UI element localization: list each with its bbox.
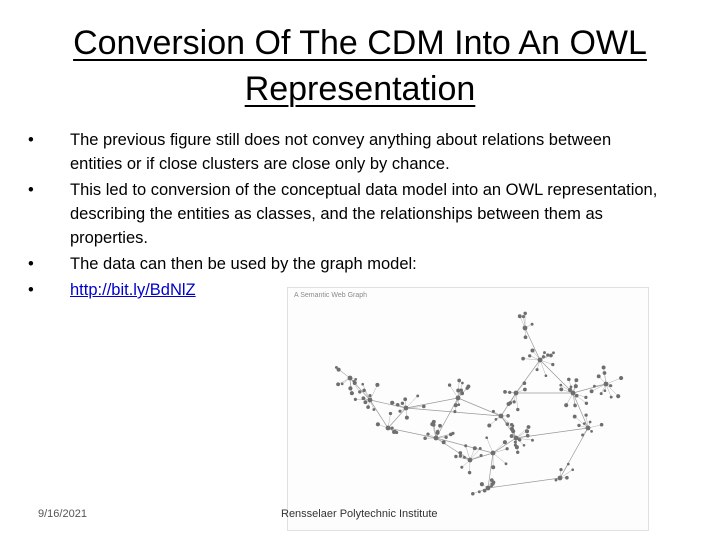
graph-node — [485, 436, 488, 439]
graph-node — [491, 465, 495, 469]
graph-node — [551, 363, 554, 366]
graph-node — [509, 401, 513, 405]
graph-node — [451, 432, 454, 435]
graph-node — [564, 403, 568, 407]
graph-node — [390, 426, 393, 429]
graph-node — [604, 389, 607, 392]
graph-node — [510, 423, 513, 426]
graph-node — [503, 440, 507, 444]
graph-node — [514, 436, 519, 441]
graph-node — [479, 447, 482, 450]
graph-node — [510, 434, 514, 438]
graph-node — [436, 431, 440, 435]
graph-node — [483, 489, 487, 493]
graph-node — [593, 385, 596, 388]
graph-edge — [493, 453, 506, 464]
graph-node — [521, 357, 525, 361]
graph-node — [386, 426, 391, 431]
footer-date: 9/16/2021 — [38, 508, 87, 520]
graph-node — [468, 471, 471, 474]
graph-node — [610, 396, 613, 399]
graph-node — [430, 422, 434, 426]
graph-node — [460, 466, 463, 469]
graph-node — [568, 388, 572, 392]
graph-node — [603, 371, 607, 375]
graph-node — [366, 405, 370, 409]
bullet-text: The previous figure still does not convey anything about relations between entities or if close clusters are close only by chance. — [70, 131, 612, 173]
graph-node — [354, 398, 357, 401]
graph-node — [505, 462, 508, 465]
graph-node — [567, 378, 571, 382]
graph-node — [546, 353, 549, 356]
graph-node — [567, 463, 570, 466]
bullet-item — [26, 128, 666, 176]
graph-node — [574, 384, 578, 388]
graph-edge — [488, 478, 560, 488]
footer-institute: Rensselaer Polytechnic Institute — [281, 508, 438, 520]
graph-node — [362, 389, 365, 392]
graph-node — [619, 376, 623, 380]
graph-node — [405, 416, 409, 420]
graph-node — [559, 384, 562, 387]
graph-node — [353, 381, 357, 385]
bullet-icon: • — [28, 131, 34, 149]
graph-node — [511, 429, 515, 433]
graph-node — [516, 408, 519, 411]
graph-node — [442, 440, 446, 444]
graph-node — [616, 394, 620, 398]
graph-node — [458, 451, 462, 455]
graph-node — [464, 444, 467, 447]
graph-node — [423, 436, 427, 440]
graph-edge — [388, 408, 406, 428]
graph-node — [480, 454, 483, 457]
graph-node — [522, 315, 525, 318]
graph-node — [389, 412, 392, 415]
graph-node — [531, 323, 534, 326]
graph-node — [602, 366, 606, 370]
graph-node — [398, 410, 401, 413]
graph-node — [486, 486, 491, 491]
graph-node — [600, 392, 603, 395]
graph-edge — [606, 378, 621, 384]
graph-node — [396, 403, 400, 407]
graph-node — [571, 468, 574, 471]
graph-node — [573, 404, 577, 408]
graph-nodes — [335, 312, 623, 496]
graph-node — [348, 376, 353, 381]
graph-node — [491, 451, 496, 456]
graph-node — [528, 354, 531, 357]
graph-node — [492, 410, 495, 413]
graph-node — [466, 385, 470, 389]
graph-node — [559, 468, 562, 471]
graph-node — [392, 430, 396, 434]
graph-node — [506, 414, 510, 418]
graph-node — [336, 382, 340, 386]
bullet-icon: • — [28, 181, 34, 199]
graph-edge — [501, 416, 512, 429]
graph-edge — [516, 360, 540, 393]
graph-node — [495, 418, 498, 421]
graph-node — [523, 388, 527, 392]
graph-node — [461, 382, 464, 385]
graph-node — [456, 389, 460, 393]
graph-node — [368, 394, 371, 397]
graph-node — [375, 383, 379, 387]
graph-node — [457, 403, 460, 406]
graph-node — [526, 434, 530, 438]
graph-node — [453, 410, 456, 413]
graph-node — [363, 400, 367, 404]
graph-node — [468, 458, 473, 463]
graph-node — [506, 422, 510, 426]
graph-node — [527, 425, 531, 429]
graph-node — [581, 434, 584, 437]
graph-node — [523, 381, 527, 385]
graph-node — [426, 432, 429, 435]
graph-node — [473, 446, 477, 450]
graph-node — [505, 447, 508, 450]
graph-node — [604, 382, 609, 387]
graph-node — [590, 430, 593, 433]
graph-node — [585, 402, 588, 405]
graph-node — [471, 492, 475, 496]
graph-node — [584, 413, 587, 416]
graph-node — [597, 374, 601, 378]
graph-node — [524, 335, 528, 339]
graph-node — [514, 441, 517, 444]
graph-edge — [406, 398, 458, 408]
bullet-icon: • — [28, 281, 34, 299]
graph-node — [586, 426, 591, 431]
graph-edge — [370, 400, 406, 408]
graph-node — [487, 423, 491, 427]
graph-svg — [288, 288, 648, 530]
graph-edge — [525, 328, 540, 360]
graph-node — [583, 422, 586, 425]
graph-node — [335, 366, 338, 369]
graph-node — [514, 391, 519, 396]
graph-node — [549, 354, 553, 358]
graph-node — [401, 402, 404, 405]
graph-node — [358, 390, 361, 393]
graph-link[interactable]: http://bit.ly/BdNlZ — [70, 281, 196, 299]
graph-node — [558, 476, 563, 481]
graph-node — [555, 479, 558, 482]
graph-node — [454, 403, 458, 407]
graph-node — [376, 422, 380, 426]
graph-node — [350, 391, 354, 395]
graph-node — [565, 476, 569, 480]
bullet-text: This led to conversion of the conceptual data model into an OWL representation, describing the entities as classes, and the relationships between them as properties. — [70, 181, 658, 247]
graph-node — [518, 438, 522, 442]
graph-node — [434, 436, 439, 441]
graph-node — [444, 436, 447, 439]
graph-node — [552, 351, 555, 354]
graph-node — [574, 378, 578, 382]
graph-node — [575, 394, 579, 398]
graph-caption: A Semantic Web Graph — [294, 292, 368, 299]
graph-node — [525, 429, 529, 433]
graph-node — [518, 314, 522, 318]
graph-node — [542, 355, 545, 358]
graph-node — [348, 386, 352, 390]
graph-node — [545, 374, 548, 377]
graph-node — [480, 482, 484, 486]
graph-node — [538, 358, 543, 363]
bullet-icon: • — [28, 255, 34, 273]
graph-node — [403, 397, 407, 401]
graph-node — [508, 391, 511, 394]
graph-node — [536, 368, 539, 371]
graph-node — [523, 326, 528, 331]
graph-node — [372, 408, 375, 411]
graph-node — [390, 401, 394, 405]
graph-edge — [487, 438, 493, 453]
slide-title: Conversion Of The CDM Into An OWL Representation — [73, 24, 647, 108]
graph-node — [584, 396, 587, 399]
bullet-list — [26, 128, 666, 304]
graph-node — [341, 383, 344, 386]
graph-node — [499, 414, 504, 419]
graph-node — [492, 483, 495, 486]
graph-node — [590, 389, 594, 393]
graph-node — [577, 424, 580, 427]
graph-node — [573, 415, 577, 419]
graph-node — [448, 383, 451, 386]
bullet-item — [26, 178, 666, 250]
graph-node — [361, 383, 364, 386]
graph-edge — [573, 384, 606, 393]
graph-node — [559, 387, 563, 391]
graph-edge — [540, 360, 546, 376]
graph-node — [459, 454, 462, 457]
graph-node — [589, 421, 592, 424]
graph-node — [530, 348, 534, 352]
graph-node — [523, 312, 526, 315]
graph-node — [478, 490, 481, 493]
graph-node — [570, 386, 573, 389]
graph-edge — [516, 393, 518, 410]
graph-node — [416, 394, 419, 397]
graph-edges — [336, 313, 621, 493]
graph-node — [463, 456, 466, 459]
graph-node — [490, 478, 494, 482]
semantic-web-graph-image — [287, 287, 649, 531]
graph-edge — [458, 398, 501, 416]
graph-edge — [370, 385, 377, 400]
graph-node — [438, 424, 442, 428]
graph-node — [454, 455, 457, 458]
graph-node — [362, 396, 366, 400]
graph-node — [457, 379, 461, 383]
bullet-item — [26, 252, 666, 276]
graph-node — [368, 398, 373, 403]
graph-node — [543, 351, 546, 354]
graph-node — [404, 406, 409, 411]
graph-node — [512, 400, 515, 403]
graph-node — [456, 396, 461, 401]
graph-node — [516, 451, 519, 454]
graph-node — [600, 423, 604, 427]
graph-node — [460, 391, 464, 395]
graph-node — [503, 390, 507, 394]
graph-node — [523, 444, 526, 447]
bullet-text: The data can then be used by the graph model: — [70, 255, 417, 273]
graph-edge — [501, 416, 516, 438]
graph-node — [609, 384, 612, 387]
graph-node — [531, 439, 534, 442]
graph-node — [514, 444, 517, 447]
graph-node — [422, 405, 426, 409]
